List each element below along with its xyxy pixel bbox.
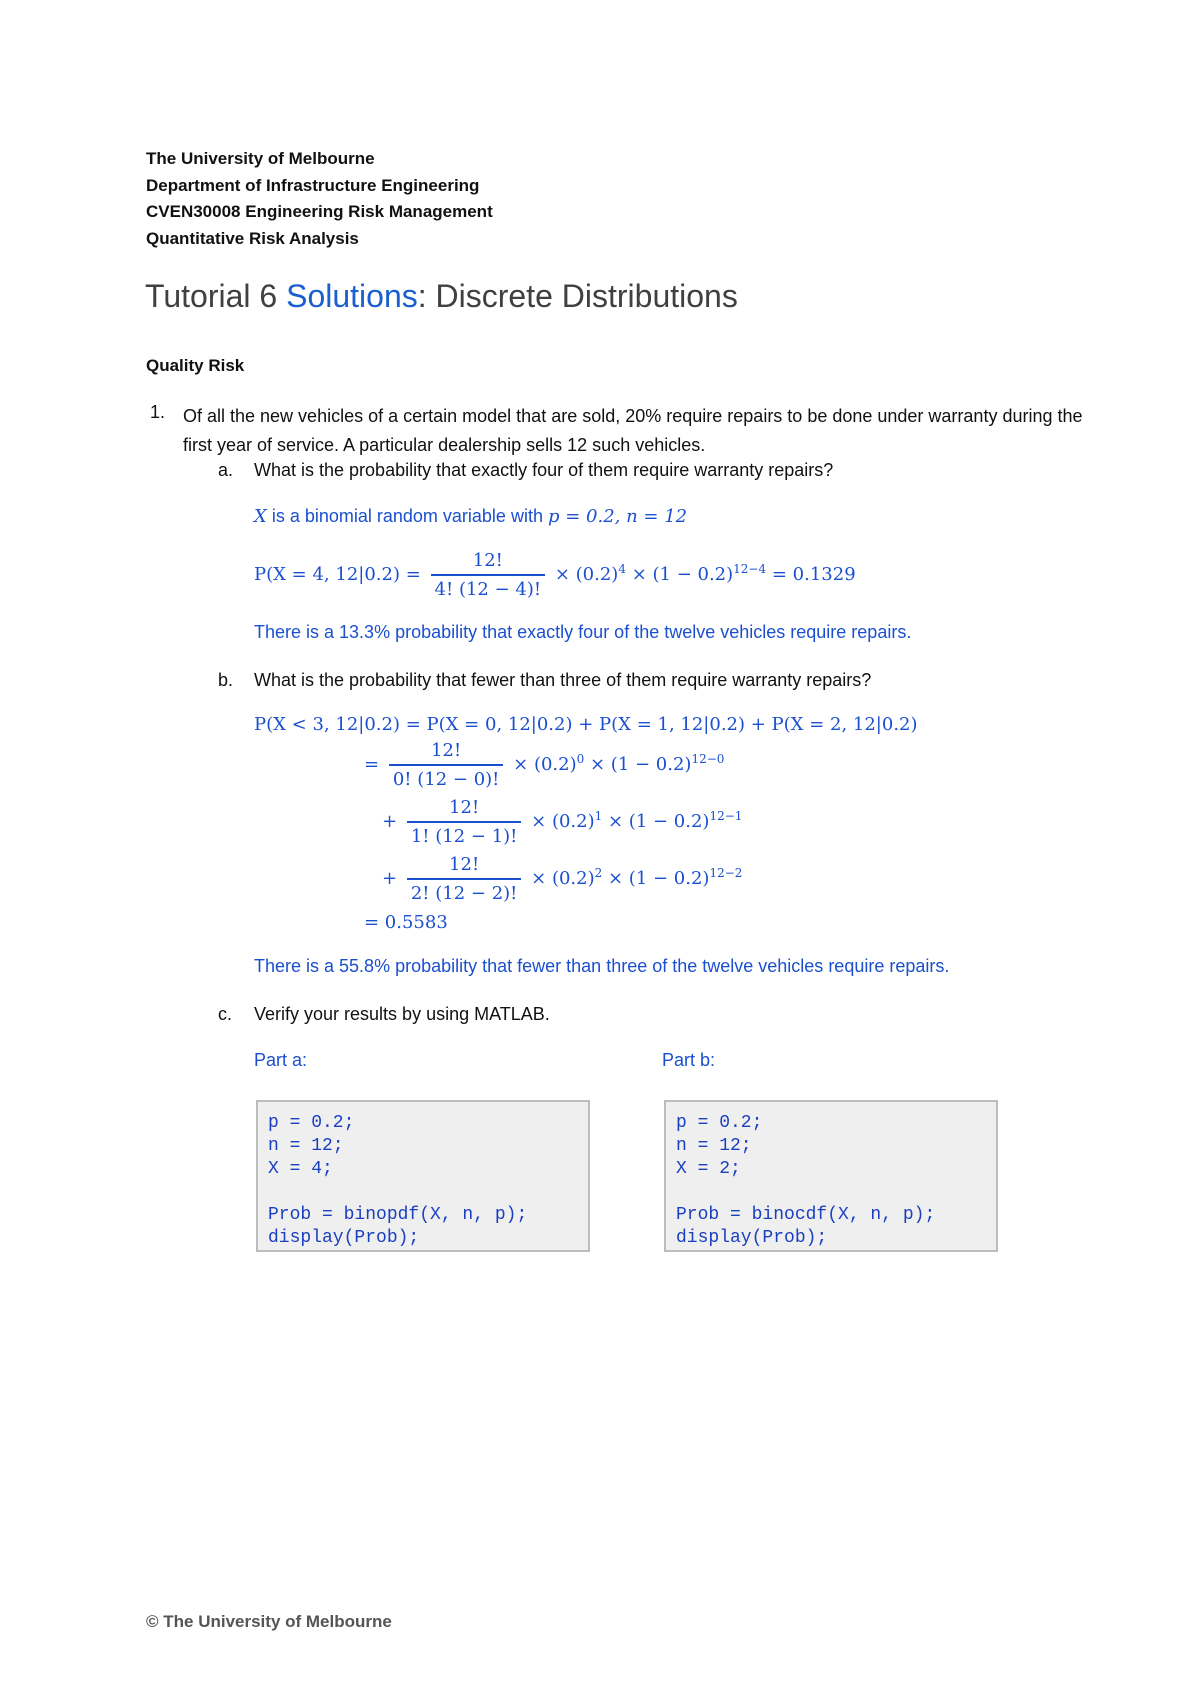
row0-term-1: × (0.2) xyxy=(513,754,577,775)
header-subject: CVEN30008 Engineering Risk Management xyxy=(146,202,493,221)
row0-exp-1: 0 xyxy=(576,752,585,766)
part-c-question: Verify your results by using MATLAB. xyxy=(254,1004,550,1024)
eq-a-term-2: × (1 − 0.2) xyxy=(631,564,734,585)
row0-term-2: × (1 − 0.2) xyxy=(590,754,692,775)
row2-denominator: 2! (12 − 2)! xyxy=(407,878,522,904)
row0-numerator: 12! xyxy=(431,740,462,761)
intro-params: p = 0.2, n = 12 xyxy=(547,506,688,527)
section-heading: Quality Risk xyxy=(146,356,245,375)
code-a-label: Part a: xyxy=(254,1050,308,1070)
header-university: The University of Melbourne xyxy=(146,149,375,168)
code-block-part-a: p = 0.2; n = 12; X = 4; Prob = binopdf(X, n, p); display(Prob); xyxy=(256,1100,590,1252)
eq-a-lhs: P(X = 4, 12|0.2) = xyxy=(254,564,421,585)
row0-denominator: 0! (12 − 0)! xyxy=(389,764,504,790)
part-b-row-2 xyxy=(382,854,742,904)
row1-denominator: 1! (12 − 1)! xyxy=(407,821,522,847)
part-b-row-0 xyxy=(364,740,724,790)
part-a-conclusion: There is a 13.3% probability that exactly four of the twelve vehicles require repairs. xyxy=(254,622,912,642)
question-text: Of all the new vehicles of a certain model that are sold, 20% require repairs to be done under warranty during the first year of service. A particular dealership sells 12 such vehicles. xyxy=(183,406,1083,455)
row1-term-2: × (1 − 0.2) xyxy=(608,811,710,832)
title-suffix: : Discrete Distributions xyxy=(417,278,738,314)
intro-text: is a binomial random variable with xyxy=(266,506,548,526)
page-footer: © The University of Melbourne xyxy=(146,1612,392,1631)
title-accent: Solutions xyxy=(286,278,418,314)
row2-operator: + xyxy=(382,868,398,889)
part-b-row-1 xyxy=(382,797,742,847)
row0-exp-2: 12−0 xyxy=(691,752,725,766)
intro-variable: X xyxy=(254,506,267,527)
eq-a-fraction xyxy=(431,550,546,600)
row0-fraction xyxy=(389,740,504,790)
eq-a-result: = 0.1329 xyxy=(771,564,856,585)
document-header xyxy=(146,146,493,252)
page-title xyxy=(145,278,738,315)
eq-a-denominator: 4! (12 − 4)! xyxy=(431,574,546,600)
part-b-conclusion: There is a 55.8% probability that fewer than three of the twelve vehicles require repairs. xyxy=(254,956,950,976)
part-b-question: What is the probability that fewer than three of them require warranty repairs? xyxy=(254,670,872,690)
part-a-equation xyxy=(254,550,856,600)
part-a-intro xyxy=(254,506,687,527)
header-department: Department of Infrastructure Engineering xyxy=(146,175,480,195)
part-b-label: b. xyxy=(218,670,234,690)
eq-a-exp-1: 4 xyxy=(618,562,626,576)
row1-fraction xyxy=(407,797,522,847)
row1-exp-2: 12−1 xyxy=(709,809,743,823)
part-a-question: What is the probability that exactly four of them require warranty repairs? xyxy=(254,460,834,480)
row2-exp-1: 2 xyxy=(594,866,603,880)
part-b-equation-head: P(X < 3, 12|0.2) = P(X = 0, 12|0.2) + P(X = 1, 12|0.2) + P(X = 2, 12|0.2) xyxy=(254,714,918,735)
header-topic: Quantitative Risk Analysis xyxy=(146,228,359,248)
code-block-part-b: p = 0.2; n = 12; X = 2; Prob = binocdf(X, n, p); display(Prob); xyxy=(664,1100,998,1252)
part-c-label: c. xyxy=(218,1004,233,1024)
row1-exp-1: 1 xyxy=(594,809,603,823)
row2-exp-2: 12−2 xyxy=(709,866,743,880)
row1-term-1: × (0.2) xyxy=(531,811,595,832)
row2-fraction xyxy=(407,854,522,904)
part-b-result: = 0.5583 xyxy=(364,912,448,933)
row2-term-1: × (0.2) xyxy=(531,868,595,889)
question-number: 1. xyxy=(150,402,166,422)
eq-a-numerator: 12! xyxy=(472,550,503,571)
code-b-label: Part b: xyxy=(662,1050,716,1070)
eq-a-term-1: × (0.2) xyxy=(554,564,619,585)
row0-operator: = xyxy=(364,754,380,775)
row1-operator: + xyxy=(382,811,398,832)
row2-numerator: 12! xyxy=(449,854,480,875)
eq-a-exp-2: 12−4 xyxy=(733,562,767,576)
part-a-label: a. xyxy=(218,460,234,480)
title-prefix: Tutorial 6 xyxy=(145,278,287,314)
row2-term-2: × (1 − 0.2) xyxy=(608,868,710,889)
row1-numerator: 12! xyxy=(449,797,480,818)
